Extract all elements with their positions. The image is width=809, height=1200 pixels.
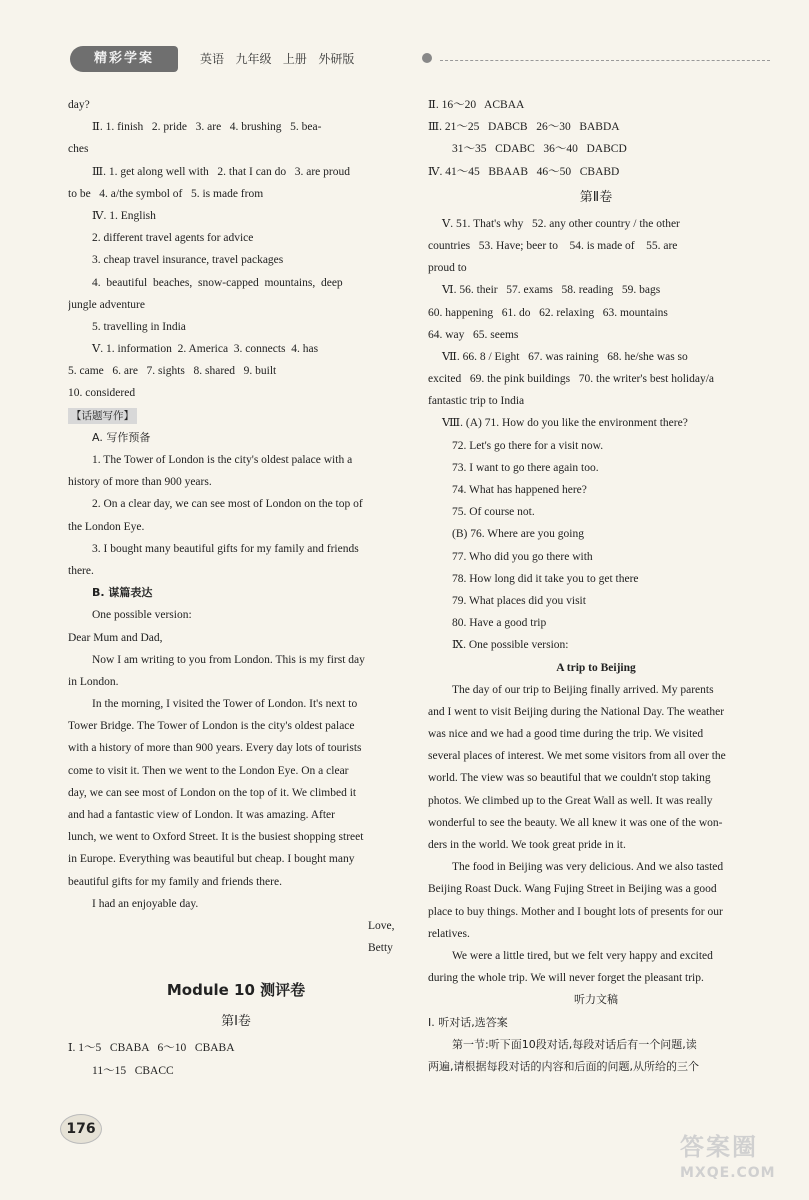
- text-line: 2. different travel agents for advice: [92, 232, 254, 245]
- right-answer-lines: [428, 94, 764, 183]
- text-line: 79. What places did you visit: [452, 594, 586, 607]
- module-title: Module 10 测评卷: [166, 981, 306, 1000]
- book-info: 英语 九年级 上册 外研版: [200, 52, 355, 66]
- text-line: ders in the world. We took great pride in it.: [428, 839, 626, 851]
- text-line: 80. Have a good trip: [452, 617, 547, 630]
- text-line: 72. Let's go there for a visit now.: [452, 439, 604, 452]
- text-line: proud to: [428, 262, 467, 275]
- text-line: 3. I bought many beautiful gifts for my family and friends: [92, 542, 359, 555]
- text-line: 60. happening 61. do 62. relaxing 63. mountains: [428, 306, 668, 319]
- watermark-text: 答案圈: [680, 1133, 758, 1161]
- text-line: 第一节:听下面10段对话,每段对话后有一个问题,读: [452, 1037, 697, 1051]
- text-line: come to visit it. Then we went to the London Eye. On a clear: [68, 764, 349, 777]
- text-line: Ⅲ. 1. get along well with 2. that I can do 3. are proud: [92, 165, 350, 178]
- text-line: wonderful to see the beauty. We all knew it was one of the won-: [428, 816, 723, 829]
- answer-line: Ⅲ. 21～25 DABCB 26～30 BABDA: [428, 121, 620, 134]
- text-line: Tower Bridge. The Tower of London is the city's oldest palace: [68, 720, 355, 733]
- text-line: Ⅰ. 听对话,选答案: [428, 1015, 508, 1029]
- text-line: several places of interest. We met some visitors from all over the: [428, 750, 726, 763]
- text-line: during the whole trip. We will never forget the pleasant trip.: [428, 972, 704, 985]
- text-line: 4. beautiful beaches, snow-capped mountains, deep: [92, 276, 343, 289]
- part1-title: 第Ⅰ卷: [221, 1014, 251, 1030]
- text-line: lunch, we went to Oxford Street. It is the busiest shopping street: [68, 831, 364, 844]
- answer-line: 31～35 CDABC 36～40 DABCD: [452, 143, 627, 156]
- text-line: Ⅵ. 56. their 57. exams 58. reading 59. bags: [442, 284, 661, 297]
- text-line: 5. came 6. are 7. sights 8. shared 9. built: [68, 365, 277, 378]
- text-line: 1. The Tower of London is the city's oldest palace with a: [92, 454, 353, 466]
- text-line: with a history of more than 900 years. Every day lots of tourists: [68, 742, 362, 755]
- text-line: Dear Mum and Dad,: [68, 631, 163, 644]
- text-line: (B) 76. Where are you going: [452, 528, 584, 541]
- text-line: 3. cheap travel insurance, travel packages: [92, 254, 284, 267]
- page-number: 176: [60, 1114, 102, 1144]
- text-line: Love,: [368, 919, 395, 932]
- text-line: I had an enjoyable day.: [92, 897, 199, 910]
- text-line: Ⅷ. (A) 71. How do you like the environment there?: [442, 417, 688, 430]
- text-line: day?: [68, 99, 90, 111]
- text-line: to be 4. a/the symbol of 5. is made from: [68, 187, 264, 200]
- text-line: 74. What has happened here?: [452, 484, 587, 496]
- text-line: 77. Who did you go there with: [452, 550, 593, 563]
- answer-line: 11～15 CBACC: [92, 1064, 174, 1077]
- text-line: relatives.: [428, 927, 470, 940]
- header-ornament-icon: [422, 53, 432, 63]
- answer-line: Ⅳ. 41～45 BBAAB 46～50 CBABD: [428, 165, 620, 178]
- text-line: jungle adventure: [68, 298, 145, 311]
- text-line: 两遍,请根据每段对话的内容和后面的问题,从所给的三个: [428, 1059, 699, 1073]
- text-line: We were a little tired, but we felt very happy and excited: [452, 949, 713, 962]
- text-line: place to buy things. Mother and I bought lots of presents for our: [428, 905, 723, 918]
- text-line: 64. way 65. seems: [428, 328, 519, 341]
- text-line: excited 69. the pink buildings 70. the writer's best holiday/a: [428, 373, 715, 386]
- text-line: photos. We climbed up to the Great Wall as well. It was really: [428, 794, 713, 807]
- text-line: 听力文稿: [574, 993, 618, 1007]
- part2-answers: [428, 213, 764, 1078]
- text-line: One possible version:: [92, 609, 192, 622]
- text-line: Ⅶ. 66. 8 / Eight 67. was raining 68. he/she was so: [442, 350, 688, 363]
- page-header: [70, 46, 770, 74]
- text-line: in London.: [68, 675, 119, 688]
- text-line: 2. On a clear day, we can see most of London on the top of: [92, 498, 363, 511]
- answer-line: Ⅱ. 16～20 ACBAA: [428, 99, 525, 111]
- text-line: 78. How long did it take you to get there: [452, 572, 639, 585]
- part1-answers: [68, 1037, 404, 1081]
- answer-line: Ⅰ. 1～5 CBABA 6～10 CBABA: [68, 1042, 235, 1055]
- text-line: Betty: [368, 942, 393, 955]
- text-line: day, we can see most of London on the top of it. We climbed it: [68, 786, 357, 799]
- text-line: Ⅸ. One possible version:: [452, 639, 569, 652]
- left-column: [68, 94, 404, 1082]
- part2-title: 第Ⅱ卷: [579, 189, 613, 205]
- text-line: 75. Of course not.: [452, 506, 535, 519]
- watermark-logo: [680, 1130, 800, 1190]
- topic-writing-tag: 【话题写作】: [68, 408, 137, 424]
- text-line: 73. I want to go there again too.: [452, 461, 599, 474]
- text-line: Ⅱ. 1. finish 2. pride 3. are 4. brushing 5. bea-: [92, 121, 322, 134]
- text-line: and had a fantastic view of London. It was amazing. After: [68, 809, 335, 821]
- book-logo: 精彩学案: [70, 46, 178, 72]
- text-line: 10. considered: [68, 387, 136, 400]
- text-line: Beijing Roast Duck. Wang Fujing Street in Beijing was a good: [428, 883, 717, 896]
- text-line: B. 谋篇表达: [92, 586, 153, 600]
- text-line: The food in Beijing was very delicious. And we also tasted: [452, 861, 724, 874]
- watermark-url: MXQE.COM: [680, 1165, 776, 1181]
- header-divider: [440, 60, 770, 61]
- left-answer-lines: [68, 94, 404, 959]
- text-line: Ⅴ. 1. information 2. America 3. connects 4. has: [92, 343, 319, 356]
- text-line: in Europe. Everything was beautiful but cheap. I bought many: [68, 853, 355, 866]
- text-line: Ⅴ. 51. That's why 52. any other country / the other: [442, 217, 680, 230]
- text-line: beautiful gifts for my family and friends there.: [68, 875, 282, 888]
- text-line: Ⅳ. 1. English: [92, 209, 156, 222]
- text-line: was nice and we had a good time during the trip. We visited: [428, 728, 704, 741]
- text-line: countries 53. Have; beer to 54. is made of 55. are: [428, 239, 678, 252]
- text-line: the London Eye.: [68, 520, 145, 533]
- text-line: Now I am writing to you from London. This is my first day: [92, 653, 365, 666]
- text-line: [68, 405, 404, 427]
- text-line: 5. travelling in India: [92, 320, 186, 333]
- text-line: A. 写作预备: [92, 430, 151, 444]
- text-line: ches: [68, 143, 89, 156]
- text-line: world. The view was so beautiful that we couldn't stop taking: [428, 772, 711, 785]
- text-line: A trip to Beijing: [556, 661, 636, 674]
- text-line: and I went to visit Beijing during the National Day. The weather: [428, 705, 725, 718]
- text-line: fantastic trip to India: [428, 395, 525, 408]
- right-column: [428, 94, 764, 1078]
- text-line: In the morning, I visited the Tower of London. It's next to: [92, 698, 358, 711]
- text-line: The day of our trip to Beijing finally arrived. My parents: [452, 683, 714, 696]
- text-line: there.: [68, 564, 94, 577]
- text-line: history of more than 900 years.: [68, 476, 212, 489]
